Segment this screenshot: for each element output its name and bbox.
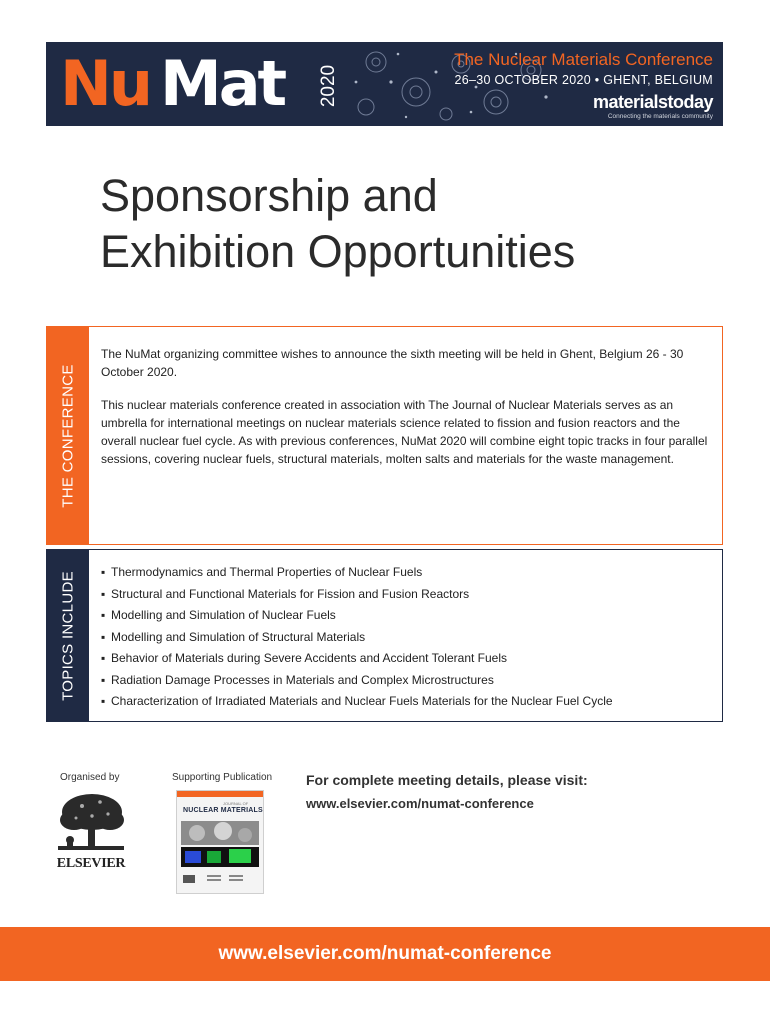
list-item <box>101 670 709 692</box>
topics-list <box>101 562 709 713</box>
bullet-icon: ▪ <box>101 651 106 665</box>
conference-paragraph-2: This nuclear materials conference created in association with The Journal of Nuclear Materials serves as an umbrella for international meetings on nuclear materials science related to fission and fusion reactors and the overall nuclear fuel cycle. As with previous conferences, NuMat 2020 will combine eight topic tracks in four parallel sessions, covering nuclear fuels, structural materials, molten salts and materials for the waste management. <box>101 398 708 466</box>
bullet-icon: ▪ <box>101 629 106 644</box>
logo-year <box>318 54 340 118</box>
conference-banner <box>46 42 723 126</box>
list-item <box>101 584 709 606</box>
logo-year-text: 2020 <box>318 64 339 108</box>
topic-text: Modelling and Simulation of Structural Materials <box>111 629 366 644</box>
topic-text: Modelling and Simulation of Nuclear Fuels <box>111 608 336 622</box>
bullet-icon: ▪ <box>101 694 106 708</box>
topics-tab-label: TOPICS INCLUDE <box>59 570 77 701</box>
visit-url-link[interactable]: www.elsevier.com/numat-conference <box>306 796 534 811</box>
organised-by-label: Organised by <box>60 772 120 783</box>
conference-description <box>101 345 709 483</box>
journal-cover-prefix: JOURNAL OF <box>223 801 249 806</box>
conference-name: The Nuclear Materials Conference <box>454 50 713 69</box>
conference-dates-location: 26–30 OCTOBER 2020 • GHENT, BELGIUM <box>454 73 713 87</box>
bullet-icon: ▪ <box>101 672 106 687</box>
topic-text: Structural and Functional Materials for Fission and Fusion Reactors <box>111 586 470 601</box>
list-item <box>101 562 709 584</box>
journal-cover-title: NUCLEAR MATERIALS <box>183 807 263 814</box>
journal-cover <box>176 790 264 894</box>
list-item <box>101 605 709 627</box>
materials-today-tagline: Connecting the materials community <box>607 113 713 120</box>
footer-url-link[interactable]: www.elsevier.com/numat-conference <box>218 943 552 964</box>
bullet-icon: ▪ <box>101 565 106 579</box>
page-title <box>100 168 575 280</box>
conference-paragraph-1: The NuMat organizing committee wishes to announce the sixth meeting will be held in Ghent, Belgium 26 - 30 October 2020. <box>101 347 684 379</box>
page-title-line-1: Sponsorship and <box>100 170 438 221</box>
bullet-icon: ▪ <box>101 608 106 622</box>
logo-mat: Mat <box>160 47 285 120</box>
conference-tab-label: THE CONFERENCE <box>59 363 77 508</box>
page-title-line-2: Exhibition Opportunities <box>100 226 576 277</box>
bullet-icon: ▪ <box>101 586 106 601</box>
journal-cover-art <box>177 791 263 893</box>
list-item <box>101 627 709 649</box>
logo-nu: Nu <box>60 47 151 120</box>
elsevier-wordmark: ELSEVIER <box>56 856 126 871</box>
topics-panel <box>46 549 723 722</box>
conference-panel <box>46 326 723 545</box>
conference-tab <box>47 327 89 544</box>
supporting-publication-label: Supporting Publication <box>172 772 273 783</box>
visit-prompt: For complete meeting details, please visit: <box>306 772 588 788</box>
list-item <box>101 691 709 713</box>
list-item <box>101 648 709 670</box>
topics-tab <box>47 550 89 721</box>
footer-bar <box>0 927 770 981</box>
topic-text: Behavior of Materials during Severe Accidents and Accident Tolerant Fuels <box>111 651 507 665</box>
materials-today-logo: materialstoday <box>592 92 713 112</box>
topic-text: Radiation Damage Processes in Materials and Complex Microstructures <box>111 672 494 687</box>
topic-text: Characterization of Irradiated Materials and Nuclear Fuels Materials for the Nuclear Fuel Cycle <box>111 694 613 708</box>
topic-text: Thermodynamics and Thermal Properties of Nuclear Fuels <box>111 565 423 579</box>
